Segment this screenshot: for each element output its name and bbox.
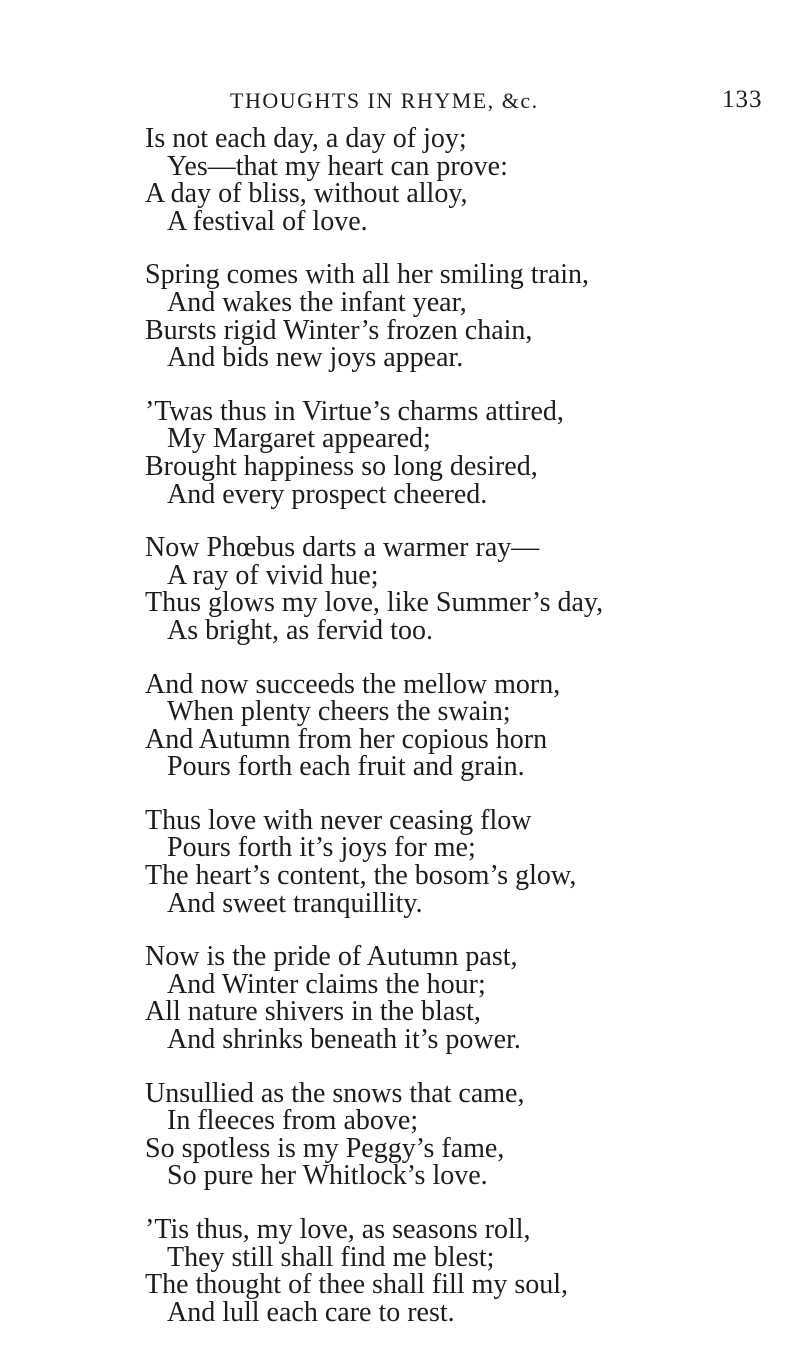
page-number: 133 [722,86,763,113]
poem-line: A ray of vivid hue; [167,559,379,591]
poem-line: And every prospect cheered. [167,478,488,510]
stanza [145,804,785,919]
poem-line: So spotless is my Peggy’s fame, [145,1132,505,1164]
poem-line: Now is the pride of Autumn past, [145,941,518,973]
poem-line: My Margaret appeared; [167,423,431,455]
poem-line: Pours forth each fruit and grain. [167,751,525,783]
stanza [145,125,785,235]
poem-line: And lull each care to rest. [167,1296,455,1328]
poem-line: Thus love with never ceasing flow [145,804,532,836]
poem-line: And Autumn from her copious horn [145,723,548,755]
poem-line: And Winter claims the hour; [167,968,486,1000]
poem-line: The heart’s content, the bosom’s glow, [145,860,577,892]
poem-line: And now succeeds the mellow morn, [145,668,561,700]
poem-line: Bursts rigid Winter’s frozen chain, [145,314,533,346]
stanza [145,1216,785,1326]
poem-line: All nature shivers in the blast, [145,996,481,1028]
poem-line: A day of bliss, without alloy, [145,178,468,210]
poem-line: Unsullied as the snows that came, [145,1077,525,1109]
poem-line: In fleeces from above; [167,1105,419,1137]
poem-line: And shrinks beneath it’s power. [167,1024,521,1056]
poem-line: When plenty cheers the swain; [167,696,511,728]
poem-line: Is not each day, a day of joy; [145,123,467,154]
poem [145,125,785,1352]
poem-line: The thought of thee shall fill my soul, [145,1269,569,1301]
poem-line: ’Tis thus, my love, as seasons roll, [145,1214,531,1245]
poem-line: A festival of love. [167,205,368,237]
stanza [145,668,785,783]
poem-line: Pours forth it’s joys for me; [167,832,476,864]
poem-line: Brought happiness so long desired, [145,450,538,482]
poem-line: And sweet tranquillity. [167,887,423,919]
poem-line: ’Twas thus in Virtue’s charms attired, [145,395,564,427]
poem-line: As bright, as fervid too. [167,614,433,646]
poem-line: And wakes the infant year, [167,286,467,318]
poem-line: And bids new joys appear. [167,342,464,374]
poem-line: They still shall find me blest; [167,1241,495,1273]
stanza [145,534,785,644]
poem-line: Yes—that my heart can prove: [167,150,508,182]
poem-line: Thus glows my love, like Summer’s day, [145,587,604,619]
stanza [145,259,785,374]
stanza [145,941,785,1056]
poem-line: Spring comes with all her smiling train, [145,259,590,291]
stanza [145,1077,785,1192]
stanza [145,395,785,510]
poem-line: So pure her Whitlock’s love. [167,1160,488,1192]
running-title: THOUGHTS IN RHYME, &c. [230,88,539,113]
poem-line: Now Phœbus darts a warmer ray— [145,532,540,564]
